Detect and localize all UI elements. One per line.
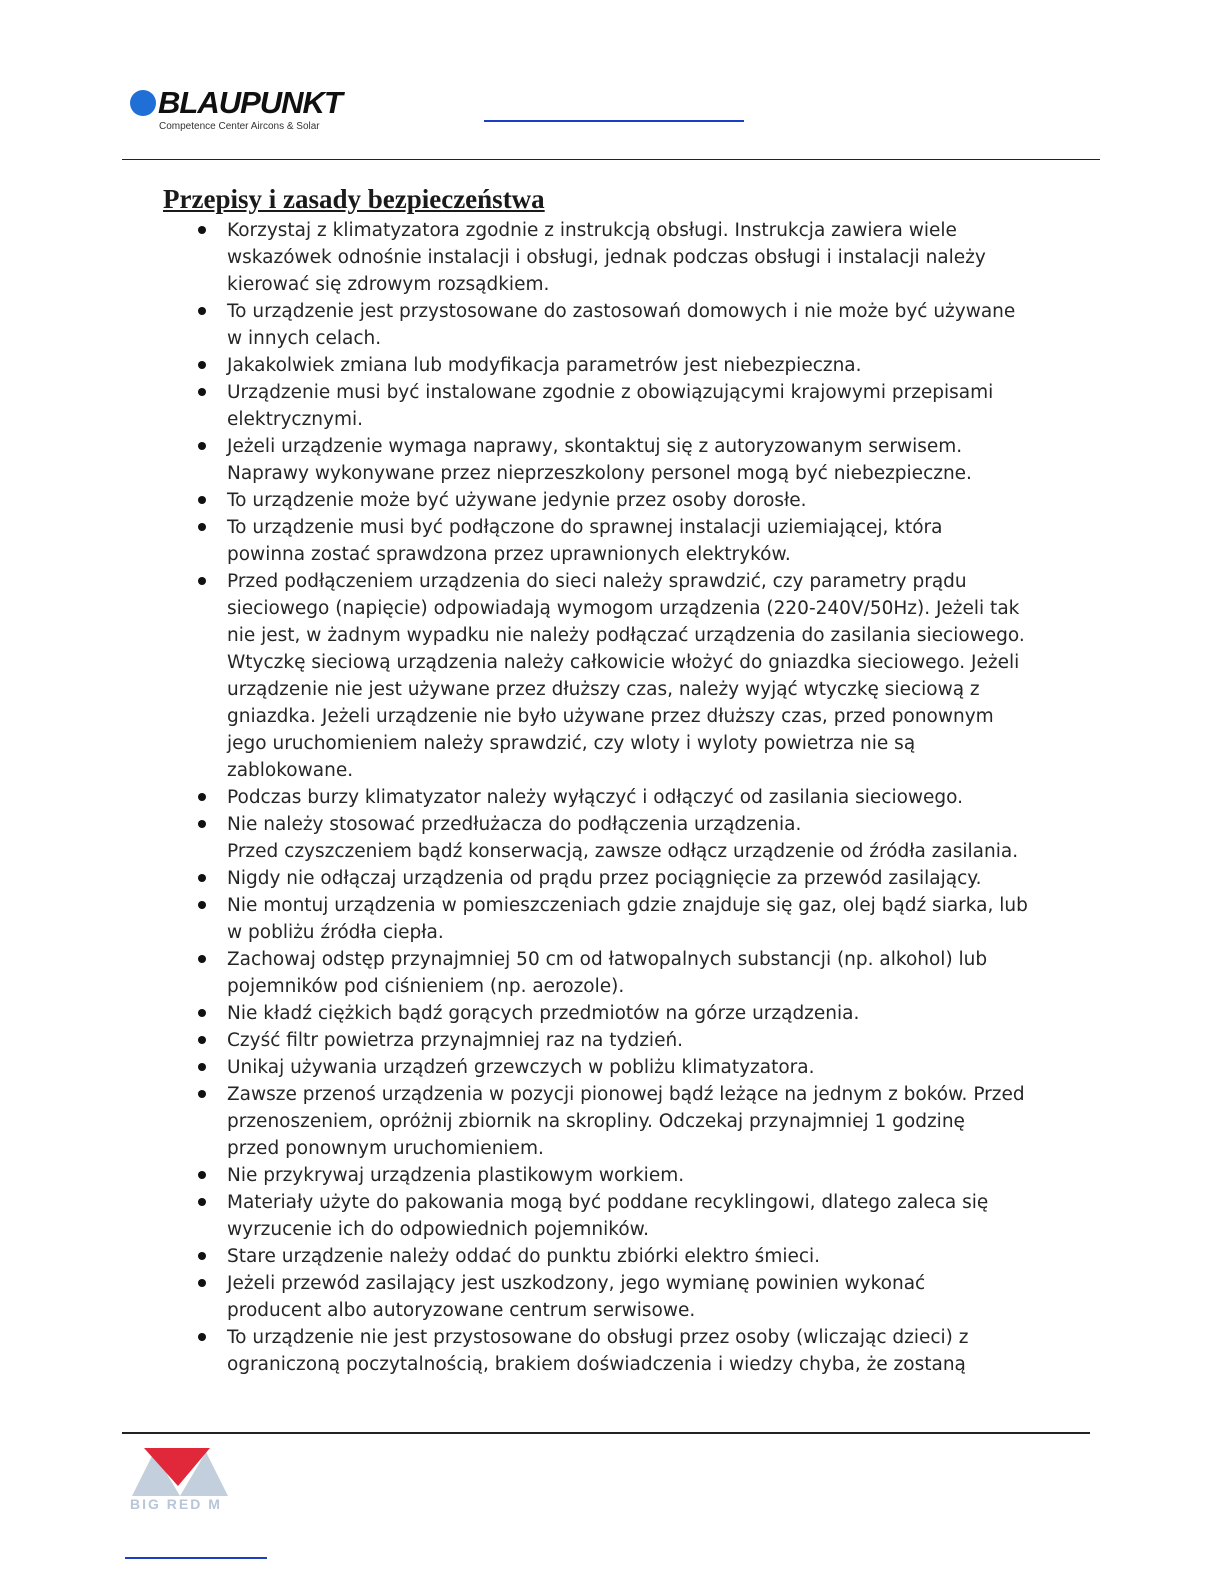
list-item xyxy=(0,1270,1224,1324)
list-item-text: urządzenie nie jest używane przez dłuższy czas, należy wyjąć wtyczkę sieciową z xyxy=(227,679,980,700)
bullet-icon xyxy=(198,1279,206,1287)
brand-tagline: Competence Center Aircons & Solar xyxy=(159,121,320,132)
list-item xyxy=(0,1189,1224,1243)
list-item-text: w pobliżu źródła ciepła. xyxy=(227,922,444,943)
big-red-m-logo xyxy=(128,1446,232,1518)
list-item-text: Stare urządzenie należy oddać do punktu zbiórki elektro śmieci. xyxy=(227,1246,821,1267)
list-item xyxy=(0,217,1224,298)
blaupunkt-logo xyxy=(128,86,368,138)
bullet-icon xyxy=(198,955,206,963)
list-item xyxy=(0,1324,1224,1378)
list-item xyxy=(0,784,1224,811)
list-item-text: Nie kładź ciężkich bądź gorących przedmiotów na górze urządzenia. xyxy=(227,1003,860,1024)
bullet-icon xyxy=(198,496,206,504)
bullet-icon xyxy=(198,820,206,828)
list-item-text: Nie przykrywaj urządzenia plastikowym workiem. xyxy=(227,1165,685,1186)
bullet-icon xyxy=(198,1198,206,1206)
bullet-icon xyxy=(198,1063,206,1071)
list-item-text: zablokowane. xyxy=(227,760,354,781)
bullet-icon xyxy=(198,1252,206,1260)
list-item-text: Materiały użyte do pakowania mogą być poddane recyklingowi, dlatego zaleca się xyxy=(227,1192,989,1213)
footer-link-underline[interactable] xyxy=(125,1557,267,1559)
list-item-text: przenoszeniem, opróżnij zbiornik na skropliny. Odczekaj przynajmniej 1 godzinę xyxy=(227,1111,965,1132)
list-item-text: ograniczoną poczytalnością, brakiem doświadczenia i wiedzy chyba, że zostaną xyxy=(227,1354,966,1375)
list-item xyxy=(0,514,1224,568)
safety-rules-list xyxy=(0,217,1224,1378)
bullet-icon xyxy=(198,523,206,531)
list-item xyxy=(0,379,1224,433)
header-link-underline[interactable] xyxy=(484,120,744,122)
bullet-icon xyxy=(198,874,206,882)
list-item-text: Nie należy stosować przedłużacza do podłączenia urządzenia. xyxy=(227,814,802,835)
list-item xyxy=(0,487,1224,514)
page-title: Przepisy i zasady bezpieczeństwa xyxy=(163,184,545,214)
list-item-text: Jakakolwiek zmiana lub modyfikacja parametrów jest niebezpieczna. xyxy=(227,355,862,376)
list-item-text: przed ponownym uruchomieniem. xyxy=(227,1138,544,1159)
bullet-icon xyxy=(198,901,206,909)
bullet-icon xyxy=(198,1090,206,1098)
bullet-icon xyxy=(198,577,206,585)
list-item-text: wyrzucenie ich do odpowiednich pojemników. xyxy=(227,1219,649,1240)
bullet-icon xyxy=(198,793,206,801)
list-item-text: Nie montuj urządzenia w pomieszczeniach gdzie znajduje się gaz, olej bądź siarka, lub xyxy=(227,895,1028,916)
list-item xyxy=(0,1162,1224,1189)
list-item-text: To urządzenie nie jest przystosowane do obsługi przez osoby (wliczając dzieci) z xyxy=(227,1327,969,1348)
bullet-icon xyxy=(198,1171,206,1179)
list-item-text: Naprawy wykonywane przez nieprzeszkolony personel mogą być niebezpieczne. xyxy=(227,463,972,484)
list-item xyxy=(0,892,1224,946)
list-item-text: Czyść filtr powietrza przynajmniej raz na tydzień. xyxy=(227,1030,684,1051)
bullet-icon xyxy=(198,442,206,450)
list-item-text: Wtyczkę sieciową urządzenia należy całkowicie włożyć do gniazdka sieciowego. Jeżeli xyxy=(227,652,1020,673)
big-red-m-label: BIG RED M xyxy=(130,1496,222,1512)
brand-name: BLAUPUNKT xyxy=(158,85,342,120)
list-item xyxy=(0,811,1224,865)
list-item-text: jego uruchomieniem należy sprawdzić, czy wloty i wyloty powietrza nie są xyxy=(227,733,916,754)
list-item xyxy=(0,433,1224,487)
list-item-text: gniazdka. Jeżeli urządzenie nie było używane przez dłuższy czas, przed ponownym xyxy=(227,706,994,727)
bullet-icon xyxy=(198,1036,206,1044)
list-item-text: Przed czyszczeniem bądź konserwacją, zawsze odłącz urządzenie od źródła zasilania. xyxy=(227,841,1019,862)
blaupunkt-dot-icon xyxy=(130,90,156,116)
list-item-text: elektrycznymi. xyxy=(227,409,364,430)
list-item-text: sieciowego (napięcie) odpowiadają wymogom urządzenia (220-240V/50Hz). Jeżeli tak xyxy=(227,598,1020,619)
bullet-icon xyxy=(198,1333,206,1341)
list-item-text: To urządzenie jest przystosowane do zastosowań domowych i nie może być używane xyxy=(227,301,1016,322)
header-divider xyxy=(122,159,1100,160)
list-item-text: pojemników pod ciśnieniem (np. aerozole). xyxy=(227,976,625,997)
list-item-text: kierować się zdrowym rozsądkiem. xyxy=(227,274,550,295)
list-item-text: Przed podłączeniem urządzenia do sieci należy sprawdzić, czy parametry prądu xyxy=(227,571,967,592)
list-item-text: Jeżeli urządzenie wymaga naprawy, skontaktuj się z autoryzowanym serwisem. xyxy=(227,436,963,457)
list-item-text: Nigdy nie odłączaj urządzenia od prądu przez pociągnięcie za przewód zasilający. xyxy=(227,868,982,889)
list-item-text: Zawsze przenoś urządzenia w pozycji pionowej bądź leżące na jednym z boków. Przed xyxy=(227,1084,1025,1105)
list-item xyxy=(0,865,1224,892)
footer-divider xyxy=(122,1432,1090,1434)
list-item-text: Urządzenie musi być instalowane zgodnie z obowiązującymi krajowymi przepisami xyxy=(227,382,994,403)
list-item xyxy=(0,946,1224,1000)
list-item xyxy=(0,1243,1224,1270)
bullet-icon xyxy=(198,361,206,369)
list-item-text: Korzystaj z klimatyzatora zgodnie z instrukcją obsługi. Instrukcja zawiera wiele xyxy=(227,220,957,241)
big-red-m-emblem-icon xyxy=(128,1446,232,1498)
list-item xyxy=(0,1054,1224,1081)
bullet-icon xyxy=(198,226,206,234)
list-item xyxy=(0,352,1224,379)
list-item-text: wskazówek odnośnie instalacji i obsługi, jednak podczas obsługi i instalacji należy xyxy=(227,247,986,268)
list-item-text: Unikaj używania urządzeń grzewczych w pobliżu klimatyzatora. xyxy=(227,1057,815,1078)
list-paragraph xyxy=(0,649,1224,784)
list-item-text: To urządzenie może być używane jedynie przez osoby dorosłe. xyxy=(227,490,807,511)
bullet-icon xyxy=(198,1009,206,1017)
list-item xyxy=(0,1081,1224,1162)
list-item-text: w innych celach. xyxy=(227,328,382,349)
bullet-icon xyxy=(198,388,206,396)
list-item-text: Zachowaj odstęp przynajmniej 50 cm od łatwopalnych substancji (np. alkohol) lub xyxy=(227,949,988,970)
list-item xyxy=(0,1027,1224,1054)
list-item-text: To urządzenie musi być podłączone do sprawnej instalacji uziemiającej, która xyxy=(227,517,943,538)
list-item-text: Jeżeli przewód zasilający jest uszkodzony, jego wymianę powinien wykonać xyxy=(227,1273,926,1294)
list-item-text: powinna zostać sprawdzona przez uprawnionych elektryków. xyxy=(227,544,791,565)
list-item-text: producent albo autoryzowane centrum serwisowe. xyxy=(227,1300,696,1321)
list-item xyxy=(0,298,1224,352)
list-item xyxy=(0,1000,1224,1027)
list-item-text: Podczas burzy klimatyzator należy wyłączyć i odłączyć od zasilania sieciowego. xyxy=(227,787,964,808)
list-item-text: nie jest, w żadnym wypadku nie należy podłączać urządzenia do zasilania sieciowego. xyxy=(227,625,1025,646)
list-item xyxy=(0,568,1224,649)
bullet-icon xyxy=(198,307,206,315)
